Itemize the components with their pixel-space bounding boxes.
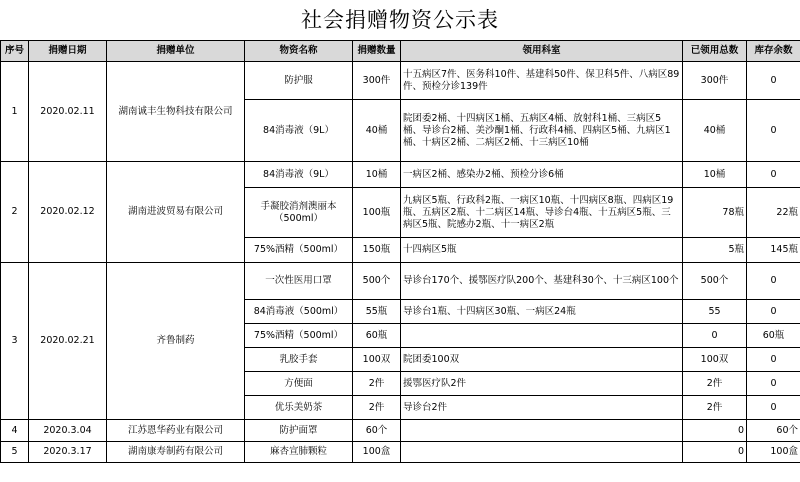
cell-stock: 0 [747,300,800,324]
cell-stock: 0 [747,100,800,162]
cell-used: 0 [683,420,747,442]
header-seq: 序号 [1,41,29,62]
cell-stock: 0 [747,263,800,300]
table-row [1,420,800,442]
header-used: 已领用总数 [683,41,747,62]
cell-dept [401,442,683,463]
cell-name: 优乐美奶茶 [245,396,353,420]
cell-unit: 齐鲁制药 [107,263,245,420]
cell-unit: 湖南诚丰生物科技有限公司 [107,62,245,162]
cell-used: 2件 [683,396,747,420]
cell-qty: 10桶 [353,162,401,188]
table-row [1,263,800,300]
cell-seq: 3 [1,263,29,420]
cell-name: 一次性医用口罩 [245,263,353,300]
cell-dept: 导诊台1瓶、十四病区30瓶、一病区24瓶 [401,300,683,324]
cell-used: 100双 [683,348,747,372]
cell-unit: 湖南康寿制药有限公司 [107,442,245,463]
cell-date: 2020.3.04 [29,420,107,442]
cell-used: 10桶 [683,162,747,188]
cell-dept [401,324,683,348]
cell-used: 300件 [683,62,747,100]
table-row [1,162,800,188]
cell-dept: 援鄂医疗队2件 [401,372,683,396]
cell-dept: 导诊台2件 [401,396,683,420]
donation-table [0,40,800,463]
cell-name: 84消毒液（9L） [245,100,353,162]
cell-name: 方便面 [245,372,353,396]
cell-stock: 60瓶 [747,324,800,348]
cell-name: 麻杏宣肺颗粒 [245,442,353,463]
cell-dept [401,420,683,442]
cell-qty: 2件 [353,396,401,420]
cell-dept: 十四病区5瓶 [401,238,683,263]
header-qty: 捐赠数量 [353,41,401,62]
cell-stock: 0 [747,396,800,420]
cell-dept: 院团委100双 [401,348,683,372]
cell-stock: 0 [747,348,800,372]
cell-seq: 2 [1,162,29,263]
cell-seq: 5 [1,442,29,463]
cell-qty: 55瓶 [353,300,401,324]
cell-unit: 江苏恩华药业有限公司 [107,420,245,442]
cell-name: 84消毒液（9L） [245,162,353,188]
cell-date: 2020.02.21 [29,263,107,420]
cell-qty: 500个 [353,263,401,300]
header-stock: 库存余数 [747,41,800,62]
cell-qty: 150瓶 [353,238,401,263]
cell-used: 0 [683,442,747,463]
cell-used: 5瓶 [683,238,747,263]
cell-dept: 导诊台170个、援鄂医疗队200个、基建科30个、十三病区100个 [401,263,683,300]
cell-dept: 一病区2桶、感染办2桶、预检分诊6桶 [401,162,683,188]
cell-name: 84消毒液（500ml） [245,300,353,324]
cell-used: 500个 [683,263,747,300]
cell-name: 75%酒精（500ml） [245,238,353,263]
cell-used: 40桶 [683,100,747,162]
table-row [1,62,800,100]
cell-stock: 145瓶 [747,238,800,263]
cell-qty: 2件 [353,372,401,396]
cell-dept: 十五病区7件、医务科10件、基建科50件、保卫科5件、八病区89件、预检分诊139件 [401,62,683,100]
cell-name: 75%酒精（500ml） [245,324,353,348]
cell-qty: 100双 [353,348,401,372]
cell-seq: 1 [1,62,29,162]
cell-name: 乳胶手套 [245,348,353,372]
cell-qty: 60个 [353,420,401,442]
header-name: 物资名称 [245,41,353,62]
cell-used: 0 [683,324,747,348]
cell-qty: 40桶 [353,100,401,162]
cell-used: 78瓶 [683,188,747,238]
cell-qty: 100瓶 [353,188,401,238]
cell-dept: 院团委2桶、十四病区1桶、五病区4桶、放射科1桶、三病区5桶、导诊台2桶、美沙酮1桶、行政科4桶、四病区5桶、九病区1桶、十病区2桶、二病区2桶、十三病区10桶 [401,100,683,162]
cell-date: 2020.02.12 [29,162,107,263]
cell-stock: 100盒 [747,442,800,463]
cell-date: 2020.02.11 [29,62,107,162]
cell-stock: 0 [747,62,800,100]
cell-name: 防护面罩 [245,420,353,442]
cell-seq: 4 [1,420,29,442]
header-row [1,41,800,62]
cell-used: 2件 [683,372,747,396]
cell-name: 手凝胶消剂澳丽本（500ml） [245,188,353,238]
header-dept: 领用科室 [401,41,683,62]
cell-stock: 0 [747,372,800,396]
cell-stock: 60个 [747,420,800,442]
page-title: 社会捐赠物资公示表 [301,8,499,32]
cell-qty: 300件 [353,62,401,100]
cell-stock: 22瓶 [747,188,800,238]
cell-unit: 湖南进波贸易有限公司 [107,162,245,263]
cell-stock: 0 [747,162,800,188]
cell-dept: 九病区5瓶、行政科2瓶、一病区10瓶、十四病区8瓶、四病区19瓶、五病区2瓶、十二病区14瓶、导诊台4瓶、十五病区5瓶、三病区5瓶、院感办2瓶、十一病区2瓶 [401,188,683,238]
header-unit: 捐赠单位 [107,41,245,62]
cell-used: 55 [683,300,747,324]
cell-name: 防护服 [245,62,353,100]
cell-date: 2020.3.17 [29,442,107,463]
header-date: 捐赠日期 [29,41,107,62]
table-row [1,442,800,463]
cell-qty: 100盒 [353,442,401,463]
cell-qty: 60瓶 [353,324,401,348]
